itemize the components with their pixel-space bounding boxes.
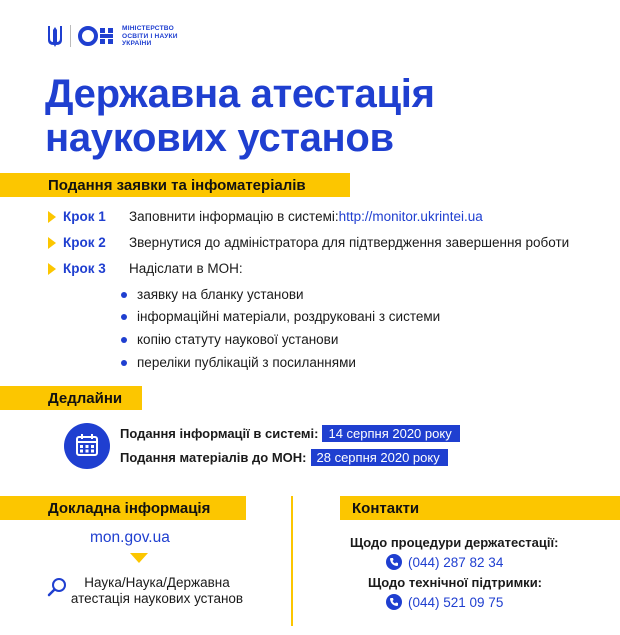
page-title [45,72,435,160]
step-1 [48,209,483,224]
ministry-logo-text [122,25,178,48]
logo-divider [70,25,71,47]
step-label: Крок 2 [63,235,106,250]
path-line: атестація наукових установ [70,591,244,606]
deadline-label: Подання інформації в системі: [120,426,319,441]
calendar-icon [64,423,110,469]
list-item [121,309,440,324]
step-text: Надіслати в МОН: [129,261,243,276]
ministry-logo-icon [78,24,118,48]
deadline-row [120,425,460,442]
step-text: Заповнити інформацію в системі: [129,209,339,224]
column-divider [291,496,293,626]
logo-line: УКРАЇНИ [122,40,152,48]
logo-line: ОСВІТИ І НАУКИ [122,32,178,40]
deadline-date: 14 серпня 2020 року [322,425,459,442]
deadline-label: Подання матеріалів до МОН: [120,450,307,465]
site-navigation-path [62,575,252,607]
phone-number: (044) 287 82 34 [408,554,504,570]
contact-label: Щодо процедури держатестації: [350,535,559,550]
list-item-text: заявку на бланку установи [137,287,304,302]
path-line: Наука/Наука/Державна [84,575,230,590]
step-arrow-icon [48,211,56,223]
section-heading-info: Докладна інформація [0,496,246,520]
deadline-date: 28 серпня 2020 року [311,449,448,466]
title-line: Державна атестація [45,72,435,116]
step-arrow-icon [48,263,56,275]
step-3 [48,261,243,276]
title-line: наукових установ [45,116,394,160]
step-arrow-icon [48,237,56,249]
list-item-text: копію статуту наукової установи [137,332,339,347]
list-item [121,332,338,347]
phone-number: (044) 521 09 75 [408,594,504,610]
list-item-text: інформаційні матеріали, роздруковані з системи [137,309,441,324]
deadline-row [120,449,448,466]
step-label: Крок 1 [63,209,106,224]
step-text: Звернутися до адміністратора для підтвердження завершення роботи [129,235,570,250]
contact-label: Щодо технічної підтримки: [368,575,543,590]
logo-line: МІНІСТЕРСТВО [122,25,174,32]
trident-emblem-icon [47,24,63,48]
phone-icon [386,594,402,610]
phone-row[interactable] [386,594,503,610]
phone-icon [386,554,402,570]
bullet-dot-icon [121,292,127,298]
bullet-dot-icon [121,337,127,343]
list-item-text: переліки публікацій з посиланнями [137,355,356,370]
step-label: Крок 3 [63,261,106,276]
bullet-dot-icon [121,314,127,320]
section-heading-deadlines: Дедлайни [0,386,142,410]
arrow-down-icon [130,553,148,563]
website-link[interactable]: mon.gov.ua [90,529,170,546]
section-heading-contacts: Контакти [340,496,620,520]
bullet-dot-icon [121,360,127,366]
phone-row[interactable] [386,554,503,570]
step-2 [48,235,569,250]
monitor-link[interactable]: http://monitor.ukrintei.ua [338,209,483,224]
list-item [121,355,356,370]
list-item [121,287,304,302]
section-heading-submit: Подання заявки та інфоматеріалів [0,173,350,197]
